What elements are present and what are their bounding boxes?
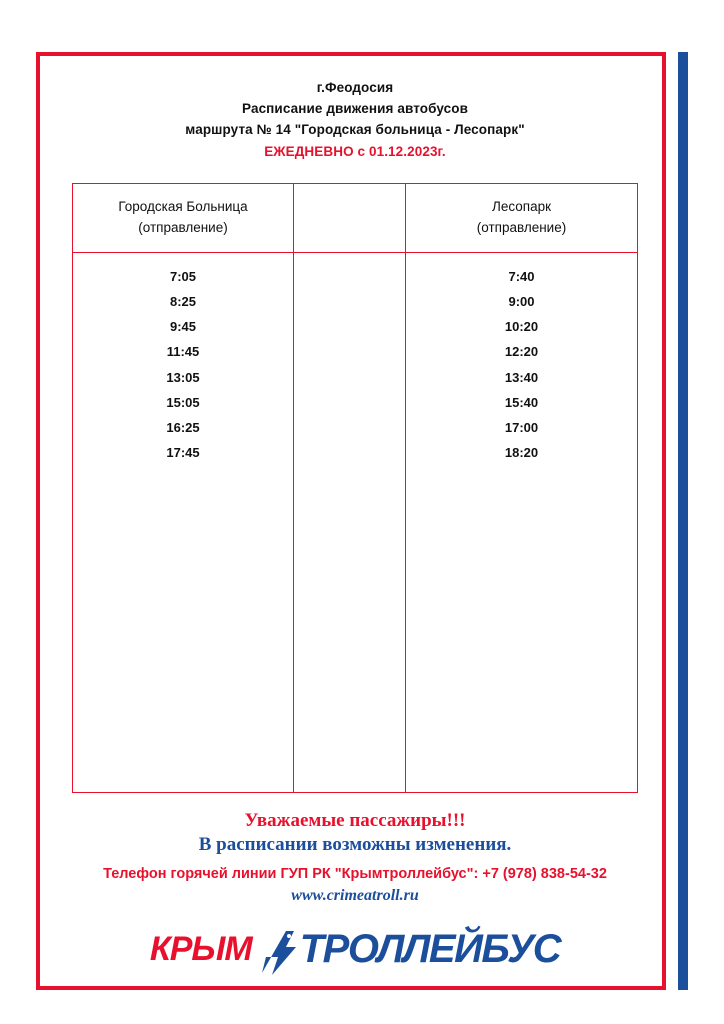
blue-accent-bar — [678, 52, 688, 990]
trolleybus-bird-icon — [256, 929, 300, 975]
departure-time: 8:25 — [169, 293, 197, 309]
column-subtitle-a: (отправление) — [138, 219, 228, 235]
table-header-row — [73, 184, 637, 253]
notice-line-1: Уважаемые пассажиры!!! — [244, 809, 466, 831]
departure-time: 10:20 — [504, 319, 539, 335]
departure-time: 7:40 — [508, 268, 535, 284]
departures-column-a — [73, 253, 293, 792]
validity-note: ЕЖЕДНЕВНО с 01.12.2023г. — [264, 143, 446, 159]
column-title-b: Лесопарк — [491, 199, 551, 215]
departure-time: 18:20 — [504, 445, 539, 461]
passenger-notice — [44, 809, 666, 905]
departures-column-middle — [293, 253, 406, 792]
column-title-a: Городская Больница — [118, 199, 248, 215]
logo-word-trolleybus: ТРОЛЛЕЙБУС — [299, 927, 561, 972]
hotline-phone: Телефон горячей линии ГУП РК "Крымтроллейбус": +7 (978) 838-54-32 — [103, 866, 607, 883]
red-border — [36, 52, 666, 990]
route-name: маршрута № 14 "Городская больница - Лесопарк" — [185, 121, 525, 137]
departures-column-b — [406, 253, 637, 792]
departure-time: 15:40 — [504, 394, 539, 410]
poster-content — [44, 60, 666, 990]
notice-line-2: В расписании возможны изменения. — [198, 834, 512, 856]
departure-time: 13:05 — [166, 369, 200, 385]
website-link[interactable]: www.crimeatroll.ru — [291, 886, 419, 904]
departure-time: 15:05 — [166, 394, 200, 410]
column-subtitle-b: (отправление) — [476, 219, 567, 235]
logo-word-krym: КРЫМ — [149, 930, 252, 969]
company-logo — [44, 923, 666, 977]
schedule-table — [72, 183, 638, 793]
departure-time: 13:40 — [504, 369, 539, 385]
page-title: Расписание движения автобусов — [242, 100, 468, 116]
city-name: г.Феодосия — [316, 80, 394, 95]
departure-time: 9:00 — [508, 293, 535, 309]
departure-time: 11:45 — [166, 344, 200, 360]
departure-time: 17:45 — [166, 445, 200, 461]
departure-time: 16:25 — [166, 420, 200, 435]
departure-time: 17:00 — [504, 420, 539, 435]
table-header-cell-middle — [293, 184, 406, 252]
departure-time: 7:05 — [169, 268, 197, 284]
table-body — [73, 253, 637, 792]
poster-frame — [36, 52, 688, 990]
departure-time: 12:20 — [504, 344, 539, 360]
table-header-cell-b — [406, 184, 637, 252]
table-header-cell-a — [73, 184, 293, 252]
departure-time: 9:45 — [169, 319, 197, 335]
poster-header — [44, 60, 666, 163]
